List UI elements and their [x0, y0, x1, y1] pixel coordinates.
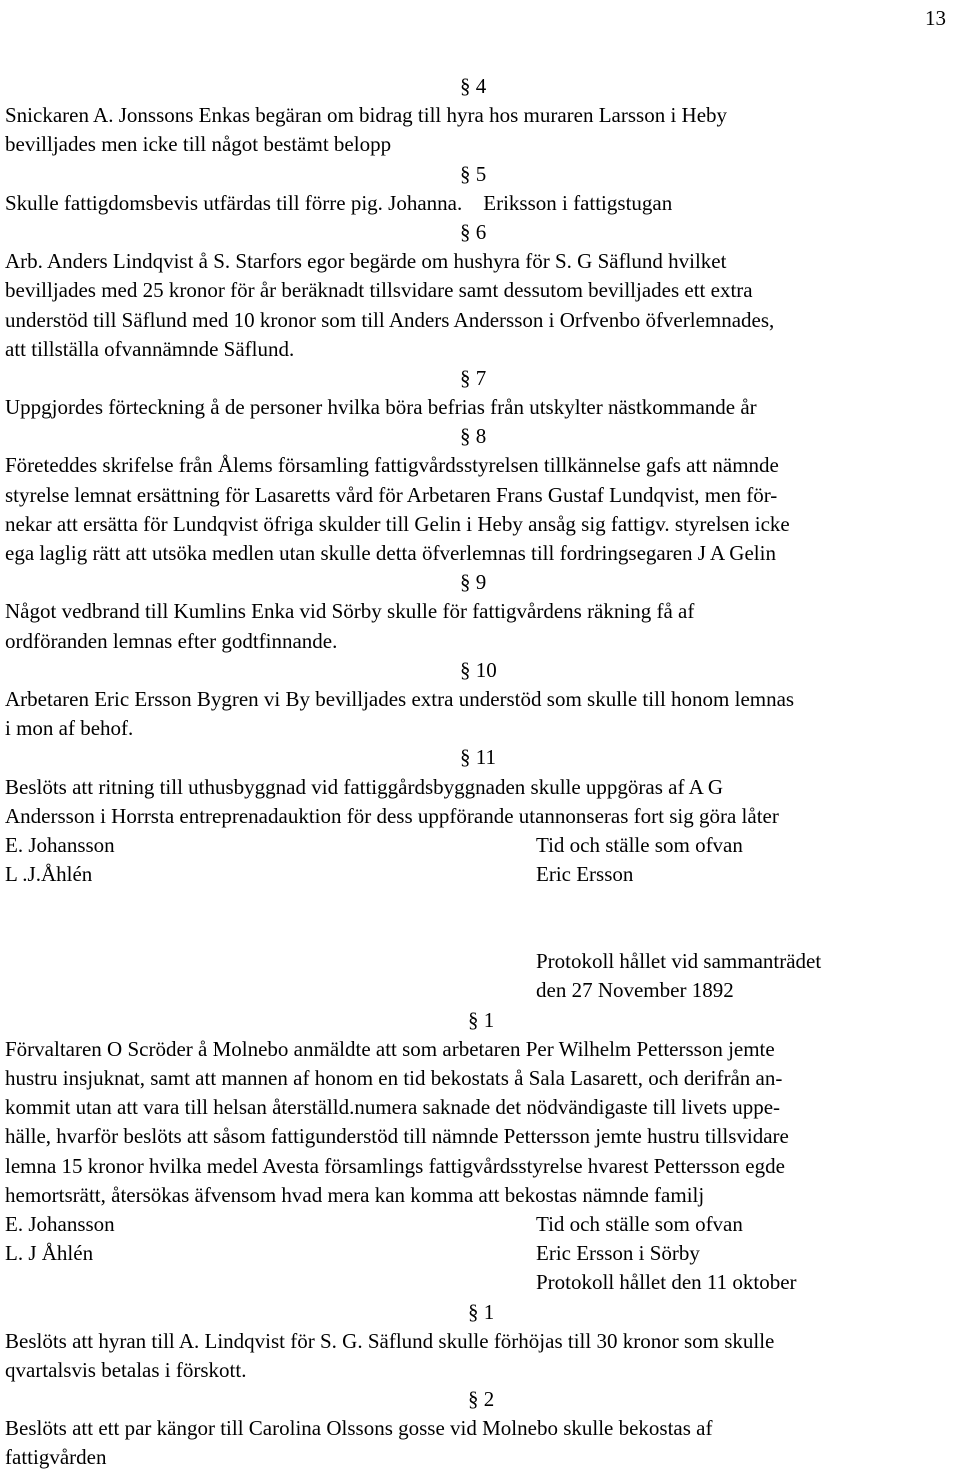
paragraph-line: styrelse lemnat ersättning för Lasaretts vård för Arbetaren Frans Gustaf Lundqvist, men för- — [5, 482, 778, 507]
paragraph-line: Beslöts att ett par kängor till Carolina Olssons gosse vid Molnebo skulle bekostas af — [5, 1416, 713, 1441]
section-mark-11: § 11 — [460, 745, 496, 770]
section-mark-7: § 7 — [460, 365, 487, 390]
signature-right: Tid och ställe som ofvan — [536, 1211, 743, 1236]
meeting-heading: Protokoll hållet vid sammanträdet — [536, 949, 822, 974]
section-mark-1: § 1 — [468, 1007, 495, 1032]
section-mark-1: § 1 — [468, 1299, 495, 1324]
paragraph-line: Beslöts att hyran till A. Lindqvist för S. G. Säflund skulle förhöjas till 30 kronor som skulle — [5, 1328, 775, 1353]
paragraph-line: att tillställa ofvannämnde Säflund. — [5, 336, 295, 361]
section-mark-2: § 2 — [468, 1387, 495, 1412]
paragraph-line: Snickaren A. Jonssons Enkas begäran om bidrag till hyra hos muraren Larsson i Heby — [5, 103, 728, 128]
signature-row — [5, 831, 955, 860]
signature-left: E. Johansson — [5, 832, 115, 857]
paragraph-line: kommit utan att vara till helsan återställd.numera saknade det nödvändigaste till livets uppe- — [5, 1095, 781, 1120]
section-mark-8: § 8 — [460, 424, 487, 449]
signature-left: L .J.Åhlén — [5, 862, 93, 887]
paragraph-line: bevilljades men icke till något bestämt belopp — [5, 132, 392, 157]
signature-row — [5, 1239, 955, 1268]
blank-gap — [5, 889, 955, 947]
signature-row — [5, 1210, 955, 1239]
paragraph-line: fattigvården — [5, 1445, 107, 1470]
signature-right: Eric Ersson i Sörby — [536, 1241, 700, 1266]
paragraph-line: qvartalsvis betalas i förskott. — [5, 1357, 247, 1382]
paragraph-line: Förvaltaren O Scröder å Molnebo anmäldte att som arbetaren Per Wilhelm Pettersson jemte — [5, 1036, 775, 1061]
signature-right: Tid och ställe som ofvan — [536, 832, 743, 857]
section-mark-6: § 6 — [460, 219, 487, 244]
paragraph-line: ordföranden lemnas efter godtfinnande. — [5, 628, 338, 653]
signature-right: Eric Ersson — [536, 862, 634, 887]
paragraph-line: Uppgjordes förteckning å de personer hvilka böra befrias från utskylter nästkommande år — [5, 395, 757, 420]
paragraph-line: Något vedbrand till Kumlins Enka vid Sörby skulle för fattigvårdens räkning få af — [5, 599, 695, 624]
paragraph-line: Andersson i Horrsta entreprenadauktion för dess uppförande utannonseras fort sig göra låter — [5, 803, 779, 828]
signature-left: E. Johansson — [5, 1211, 115, 1236]
signature-left: L. J Åhlén — [5, 1241, 94, 1266]
paragraph-line: Arbetaren Eric Ersson Bygren vi By bevilljades extra understöd som skulle till honom lemnas — [5, 686, 795, 711]
paragraph-line: understöd till Säflund med 10 kronor som till Anders Andersson i Orfvenbo öfverlemnades, — [5, 307, 775, 332]
section-mark-10: § 10 — [460, 657, 497, 682]
paragraph-line: Skulle fattigdomsbevis utfärdas till förre pig. Johanna. Eriksson i fattigstugan — [5, 190, 673, 215]
paragraph-line: hustru insjuknat, samt att mannen af honom en tid bekostats å Sala Lasarett, och derifrån an- — [5, 1066, 783, 1090]
section-mark-9: § 9 — [460, 570, 487, 595]
section-mark-5: § 5 — [460, 161, 487, 186]
protocol-document — [5, 72, 955, 1473]
signature-row — [5, 860, 955, 889]
paragraph-line: i mon af behof. — [5, 716, 134, 741]
paragraph-line: hemortsrätt, återsökas äfvensom hvad mera kan komma att bekostas nämnde familj — [5, 1182, 705, 1207]
paragraph-line: ega laglig rätt att utsöka medlen utan skulle detta öfverlemnas till fordringsegaren J A Gelin — [5, 541, 776, 565]
page-number: 13 — [925, 6, 946, 30]
paragraph-line: Företeddes skrifelse från Ålems församling fattigvårdsstyrelsen tillkännelse gafs att nämnde — [5, 453, 779, 478]
paragraph-line: bevilljades med 25 kronor för år beräknadt tillsvidare samt dessutom bevilljades ett extra — [5, 278, 753, 303]
paragraph-line: nekar att ersätta för Lundqvist öfriga skulder till Gelin i Heby ansåg sig fattigv. styrelsen icke — [5, 511, 790, 536]
paragraph-line: Beslöts att ritning till uthusbyggnad vid fattiggårdsbyggnaden skulle uppgöras af A G — [5, 774, 723, 799]
section-mark-4: § 4 — [460, 74, 487, 98]
paragraph-line: Arb. Anders Lindqvist å S. Starfors egor begärde om hushyra för S. G Säflund hvilket — [5, 249, 727, 274]
paragraph-line: lemna 15 kronor hvilka medel Avesta församlings fattigvårdsstyrelse hvarest Pettersson egde — [5, 1153, 785, 1178]
meeting-heading: Protokoll hållet den 11 oktober — [536, 1270, 797, 1295]
paragraph-line: hälle, hvarför beslöts att såsom fattigunderstöd till nämnde Pettersson jemte hustru tillsvidare — [5, 1124, 789, 1149]
meeting-date: den 27 November 1892 — [536, 978, 734, 1003]
